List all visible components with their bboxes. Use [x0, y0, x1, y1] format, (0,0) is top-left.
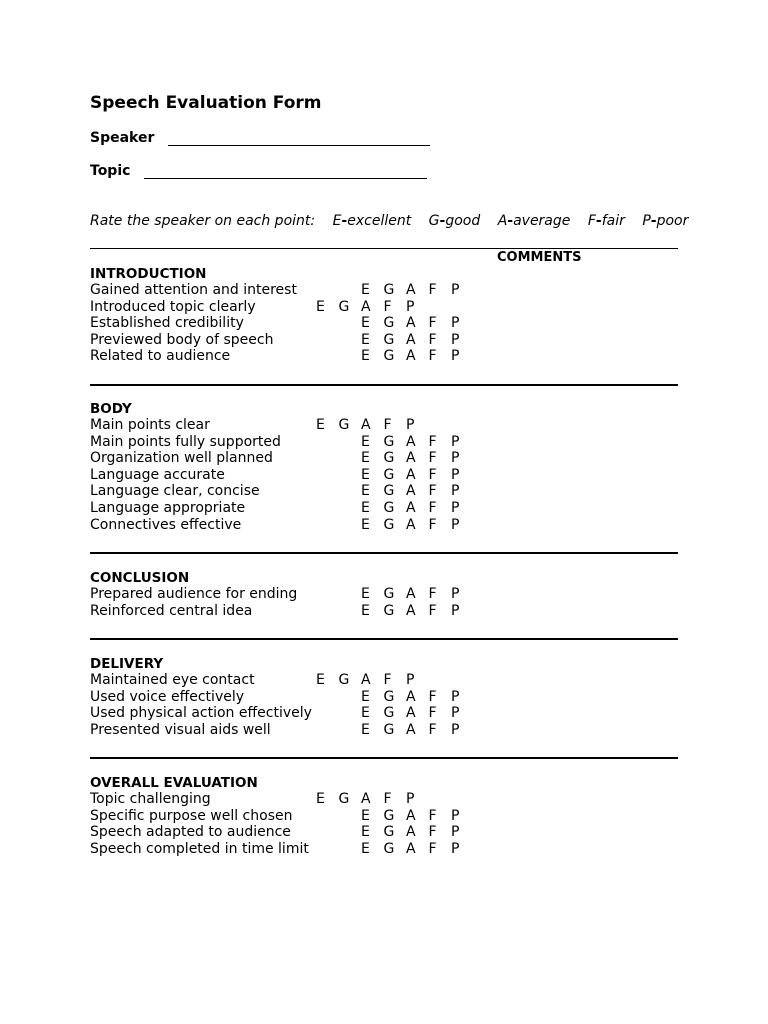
rating-option-a[interactable]: A [406, 586, 416, 602]
rating-option-p[interactable]: P [451, 331, 460, 348]
rating-option-a[interactable]: A [406, 483, 416, 500]
criterion-label: Presented visual aids well [90, 721, 271, 738]
rating-options [361, 841, 474, 858]
criterion-label: Established credibility [90, 315, 244, 332]
rating-option-g[interactable]: G [383, 824, 395, 841]
rating-option-a[interactable]: A [406, 602, 416, 619]
criterion-row [90, 348, 678, 365]
criterion-row [90, 689, 678, 706]
rating-scale-legend [90, 213, 688, 229]
rating-option-a[interactable]: A [406, 688, 416, 705]
rating-option-a[interactable]: A [361, 791, 371, 807]
criterion-label: Maintained eye contact [90, 672, 255, 688]
rating-options [361, 467, 474, 484]
rating-option-f[interactable]: F [428, 499, 437, 516]
section-introduction [90, 266, 678, 365]
section-heading: OVERALL EVALUATION [90, 775, 258, 791]
rating-options [361, 315, 474, 332]
rating-option-g[interactable]: G [383, 483, 395, 500]
speaker-blank-line[interactable] [168, 131, 430, 146]
rating-options [361, 332, 474, 349]
rating-options [361, 824, 474, 841]
rating-option-p[interactable]: P [406, 417, 415, 433]
criterion-row [90, 434, 678, 451]
rating-option-p[interactable]: P [451, 282, 460, 298]
rating-option-g[interactable]: G [383, 499, 395, 516]
criterion-row [90, 517, 678, 534]
criterion-row [90, 705, 678, 722]
criterion-row [90, 299, 678, 316]
form-title: Speech Evaluation Form [90, 93, 322, 113]
rating-options [361, 705, 474, 722]
rating-option-g[interactable]: G [383, 721, 395, 738]
topic-blank-line[interactable] [144, 164, 427, 179]
rating-option-f[interactable]: F [428, 824, 437, 841]
rating-option-p[interactable]: P [451, 516, 460, 533]
rating-option-a[interactable]: A [406, 840, 416, 857]
rating-option-p[interactable]: P [451, 824, 460, 841]
criterion-row [90, 672, 678, 689]
rating-option-p[interactable]: P [451, 315, 460, 332]
criterion-label: Introduced topic clearly [90, 298, 256, 315]
criterion-label: Reinforced central idea [90, 602, 253, 619]
criterion-label: Speech completed in time limit [90, 840, 309, 857]
rating-option-a[interactable]: A [406, 516, 416, 533]
criterion-label: Specific purpose well chosen [90, 807, 293, 824]
rating-option-e[interactable]: E [361, 824, 370, 841]
rating-option-a[interactable]: A [406, 807, 416, 824]
rating-option-a[interactable]: A [406, 348, 416, 365]
rating-option-p[interactable]: P [451, 466, 460, 483]
rating-option-f[interactable]: F [428, 315, 437, 332]
rating-option-a[interactable]: A [406, 331, 416, 348]
criterion-label: Language clear, concise [90, 483, 260, 500]
criterion-label: Used physical action effectively [90, 705, 312, 722]
rating-options [361, 603, 474, 620]
rating-option-a[interactable]: A [406, 499, 416, 516]
rating-option-g[interactable]: G [383, 807, 395, 824]
section-divider [90, 638, 678, 640]
section-divider [90, 552, 678, 554]
rating-option-f[interactable]: F [428, 807, 437, 824]
criterion-label: Organization well planned [90, 450, 273, 467]
criterion-label: Topic challenging [90, 791, 211, 807]
rating-option-p[interactable]: P [451, 807, 460, 824]
rating-options [361, 483, 474, 500]
criterion-row [90, 824, 678, 841]
section-body [90, 401, 678, 533]
rating-option-g[interactable]: G [383, 602, 395, 619]
rating-option-f[interactable]: F [428, 516, 437, 533]
rating-option-g[interactable]: G [383, 840, 395, 857]
rating-option-a[interactable]: A [406, 450, 416, 467]
rating-option-g[interactable]: G [383, 516, 395, 533]
rating-options [361, 434, 474, 451]
speaker-label: Speaker [90, 130, 155, 146]
rating-option-f[interactable]: F [428, 483, 437, 500]
criterion-label: Related to audience [90, 348, 231, 365]
section-overall-evaluation [90, 775, 678, 857]
rating-option-p[interactable]: P [451, 840, 460, 857]
rating-option-p[interactable]: P [406, 298, 415, 315]
rating-option-g[interactable]: G [383, 705, 395, 722]
rating-option-a[interactable]: A [361, 298, 371, 315]
rating-option-a[interactable]: A [406, 721, 416, 738]
rating-option-p[interactable]: P [451, 348, 460, 365]
rating-option-g[interactable]: G [383, 466, 395, 483]
rating-option-p[interactable]: P [451, 483, 460, 500]
criterion-label: Main points clear [90, 417, 210, 433]
rating-option-e[interactable]: E [361, 807, 370, 824]
rating-option-e[interactable]: E [361, 315, 370, 332]
rating-instructions: Rate the speaker on each point: [90, 213, 316, 229]
criterion-row [90, 450, 678, 467]
rating-option-e[interactable]: E [361, 450, 370, 467]
rating-option-e[interactable]: E [361, 602, 370, 619]
rating-option-a[interactable]: A [361, 417, 371, 433]
criterion-row [90, 586, 678, 603]
rating-option-f[interactable]: F [428, 705, 437, 722]
rating-option-g[interactable]: G [383, 688, 395, 705]
criterion-label: Main points fully supported [90, 433, 281, 450]
rating-options [361, 722, 474, 739]
rating-option-a[interactable]: A [406, 824, 416, 841]
scale-key-excellent: E-excellent [332, 213, 412, 229]
rating-option-e[interactable]: E [316, 672, 325, 688]
rating-option-p[interactable]: P [406, 672, 415, 688]
section-heading: DELIVERY [90, 656, 164, 672]
rating-option-e[interactable]: E [361, 483, 370, 500]
rating-option-e[interactable]: E [361, 586, 370, 602]
rating-option-p[interactable]: P [406, 791, 415, 807]
rating-option-a[interactable]: A [361, 672, 371, 688]
criterion-label: Gained attention and interest [90, 282, 297, 298]
rating-options [316, 299, 429, 316]
rating-option-g[interactable]: G [383, 348, 395, 365]
criterion-row [90, 467, 678, 484]
rating-option-a[interactable]: A [406, 433, 416, 450]
rating-option-f[interactable]: F [428, 466, 437, 483]
rating-option-f[interactable]: F [428, 348, 437, 365]
section-heading: BODY [90, 401, 132, 417]
rating-option-f[interactable]: F [383, 791, 392, 807]
rating-option-f[interactable]: F [428, 450, 437, 467]
rating-options [361, 808, 474, 825]
rating-option-g[interactable]: G [383, 331, 395, 348]
rating-option-e[interactable]: E [361, 705, 370, 722]
rating-options [361, 450, 474, 467]
section-divider [90, 757, 678, 759]
criterion-row [90, 722, 678, 739]
rating-option-g[interactable]: G [338, 417, 350, 433]
criterion-label: Used voice effectively [90, 688, 245, 705]
rating-option-e[interactable]: E [361, 348, 370, 365]
rating-option-f[interactable]: F [428, 433, 437, 450]
rating-option-p[interactable]: P [451, 721, 460, 738]
rating-option-p[interactable]: P [451, 602, 460, 619]
scale-key-fair: F-fair [587, 213, 625, 229]
rating-option-f[interactable]: F [428, 840, 437, 857]
criterion-label: Prepared audience for ending [90, 586, 298, 602]
rating-option-f[interactable]: F [428, 282, 437, 298]
rating-options [361, 517, 474, 534]
rating-option-e[interactable]: E [361, 433, 370, 450]
section-delivery [90, 656, 678, 738]
rating-options [316, 791, 429, 808]
criterion-row [90, 332, 678, 349]
rating-option-e[interactable]: E [316, 417, 325, 433]
criterion-label: Language appropriate [90, 499, 246, 516]
rating-options [361, 689, 474, 706]
rating-option-e[interactable]: E [316, 791, 325, 807]
rating-option-e[interactable]: E [361, 840, 370, 857]
rating-options [316, 672, 429, 689]
rating-option-f[interactable]: F [428, 331, 437, 348]
scale-key-good: G-good [428, 213, 481, 229]
speaker-field [90, 130, 430, 146]
rating-option-g[interactable]: G [383, 433, 395, 450]
rating-option-a[interactable]: A [406, 705, 416, 722]
rating-options [361, 586, 474, 603]
rating-option-g[interactable]: G [338, 672, 350, 688]
rating-option-p[interactable]: P [451, 586, 460, 602]
scale-key-poor: P-poor [642, 213, 689, 229]
rating-option-e[interactable]: E [361, 466, 370, 483]
rating-option-g[interactable]: G [383, 315, 395, 332]
criterion-row [90, 500, 678, 517]
rating-option-a[interactable]: A [406, 315, 416, 332]
topic-label: Topic [90, 163, 131, 179]
rating-option-e[interactable]: E [361, 331, 370, 348]
criterion-label: Previewed body of speech [90, 331, 274, 348]
rating-options [361, 282, 474, 299]
rating-option-f[interactable]: F [383, 298, 392, 315]
comments-column-header: COMMENTS [497, 250, 582, 265]
criterion-row [90, 791, 678, 808]
section-heading: CONCLUSION [90, 570, 190, 586]
criterion-row [90, 808, 678, 825]
rating-options [316, 417, 429, 434]
criterion-label: Connectives effective [90, 516, 242, 533]
rating-option-g[interactable]: G [383, 586, 395, 602]
rating-option-g[interactable]: G [383, 450, 395, 467]
criterion-row [90, 841, 678, 858]
criterion-row [90, 603, 678, 620]
rating-option-e[interactable]: E [361, 688, 370, 705]
section-heading: INTRODUCTION [90, 266, 207, 282]
criterion-label: Language accurate [90, 466, 225, 483]
section-divider [90, 384, 678, 386]
rating-option-p[interactable]: P [451, 433, 460, 450]
criterion-row [90, 417, 678, 434]
section-conclusion [90, 570, 678, 619]
rating-option-e[interactable]: E [316, 298, 325, 315]
rating-option-f[interactable]: F [428, 721, 437, 738]
header-divider [90, 248, 678, 249]
scale-key-average: A-average [497, 213, 571, 229]
criterion-row [90, 483, 678, 500]
rating-option-f[interactable]: F [428, 586, 437, 602]
rating-option-g[interactable]: G [338, 298, 350, 315]
rating-option-p[interactable]: P [451, 499, 460, 516]
rating-option-a[interactable]: A [406, 466, 416, 483]
rating-options [361, 348, 474, 365]
rating-option-p[interactable]: P [451, 688, 460, 705]
criterion-row [90, 282, 678, 299]
rating-option-f[interactable]: F [428, 602, 437, 619]
criterion-row [90, 315, 678, 332]
topic-field [90, 163, 427, 179]
rating-option-a[interactable]: A [406, 282, 416, 298]
rating-option-p[interactable]: P [451, 450, 460, 467]
rating-option-f[interactable]: F [428, 688, 437, 705]
rating-option-g[interactable]: G [383, 282, 395, 298]
rating-option-e[interactable]: E [361, 499, 370, 516]
rating-option-f[interactable]: F [383, 417, 392, 433]
rating-option-g[interactable]: G [338, 791, 350, 807]
criterion-label: Speech adapted to audience [90, 824, 291, 841]
rating-options [361, 500, 474, 517]
rating-option-e[interactable]: E [361, 282, 370, 298]
rating-option-f[interactable]: F [383, 672, 392, 688]
rating-option-p[interactable]: P [451, 705, 460, 722]
rating-option-e[interactable]: E [361, 516, 370, 533]
rating-option-e[interactable]: E [361, 721, 370, 738]
